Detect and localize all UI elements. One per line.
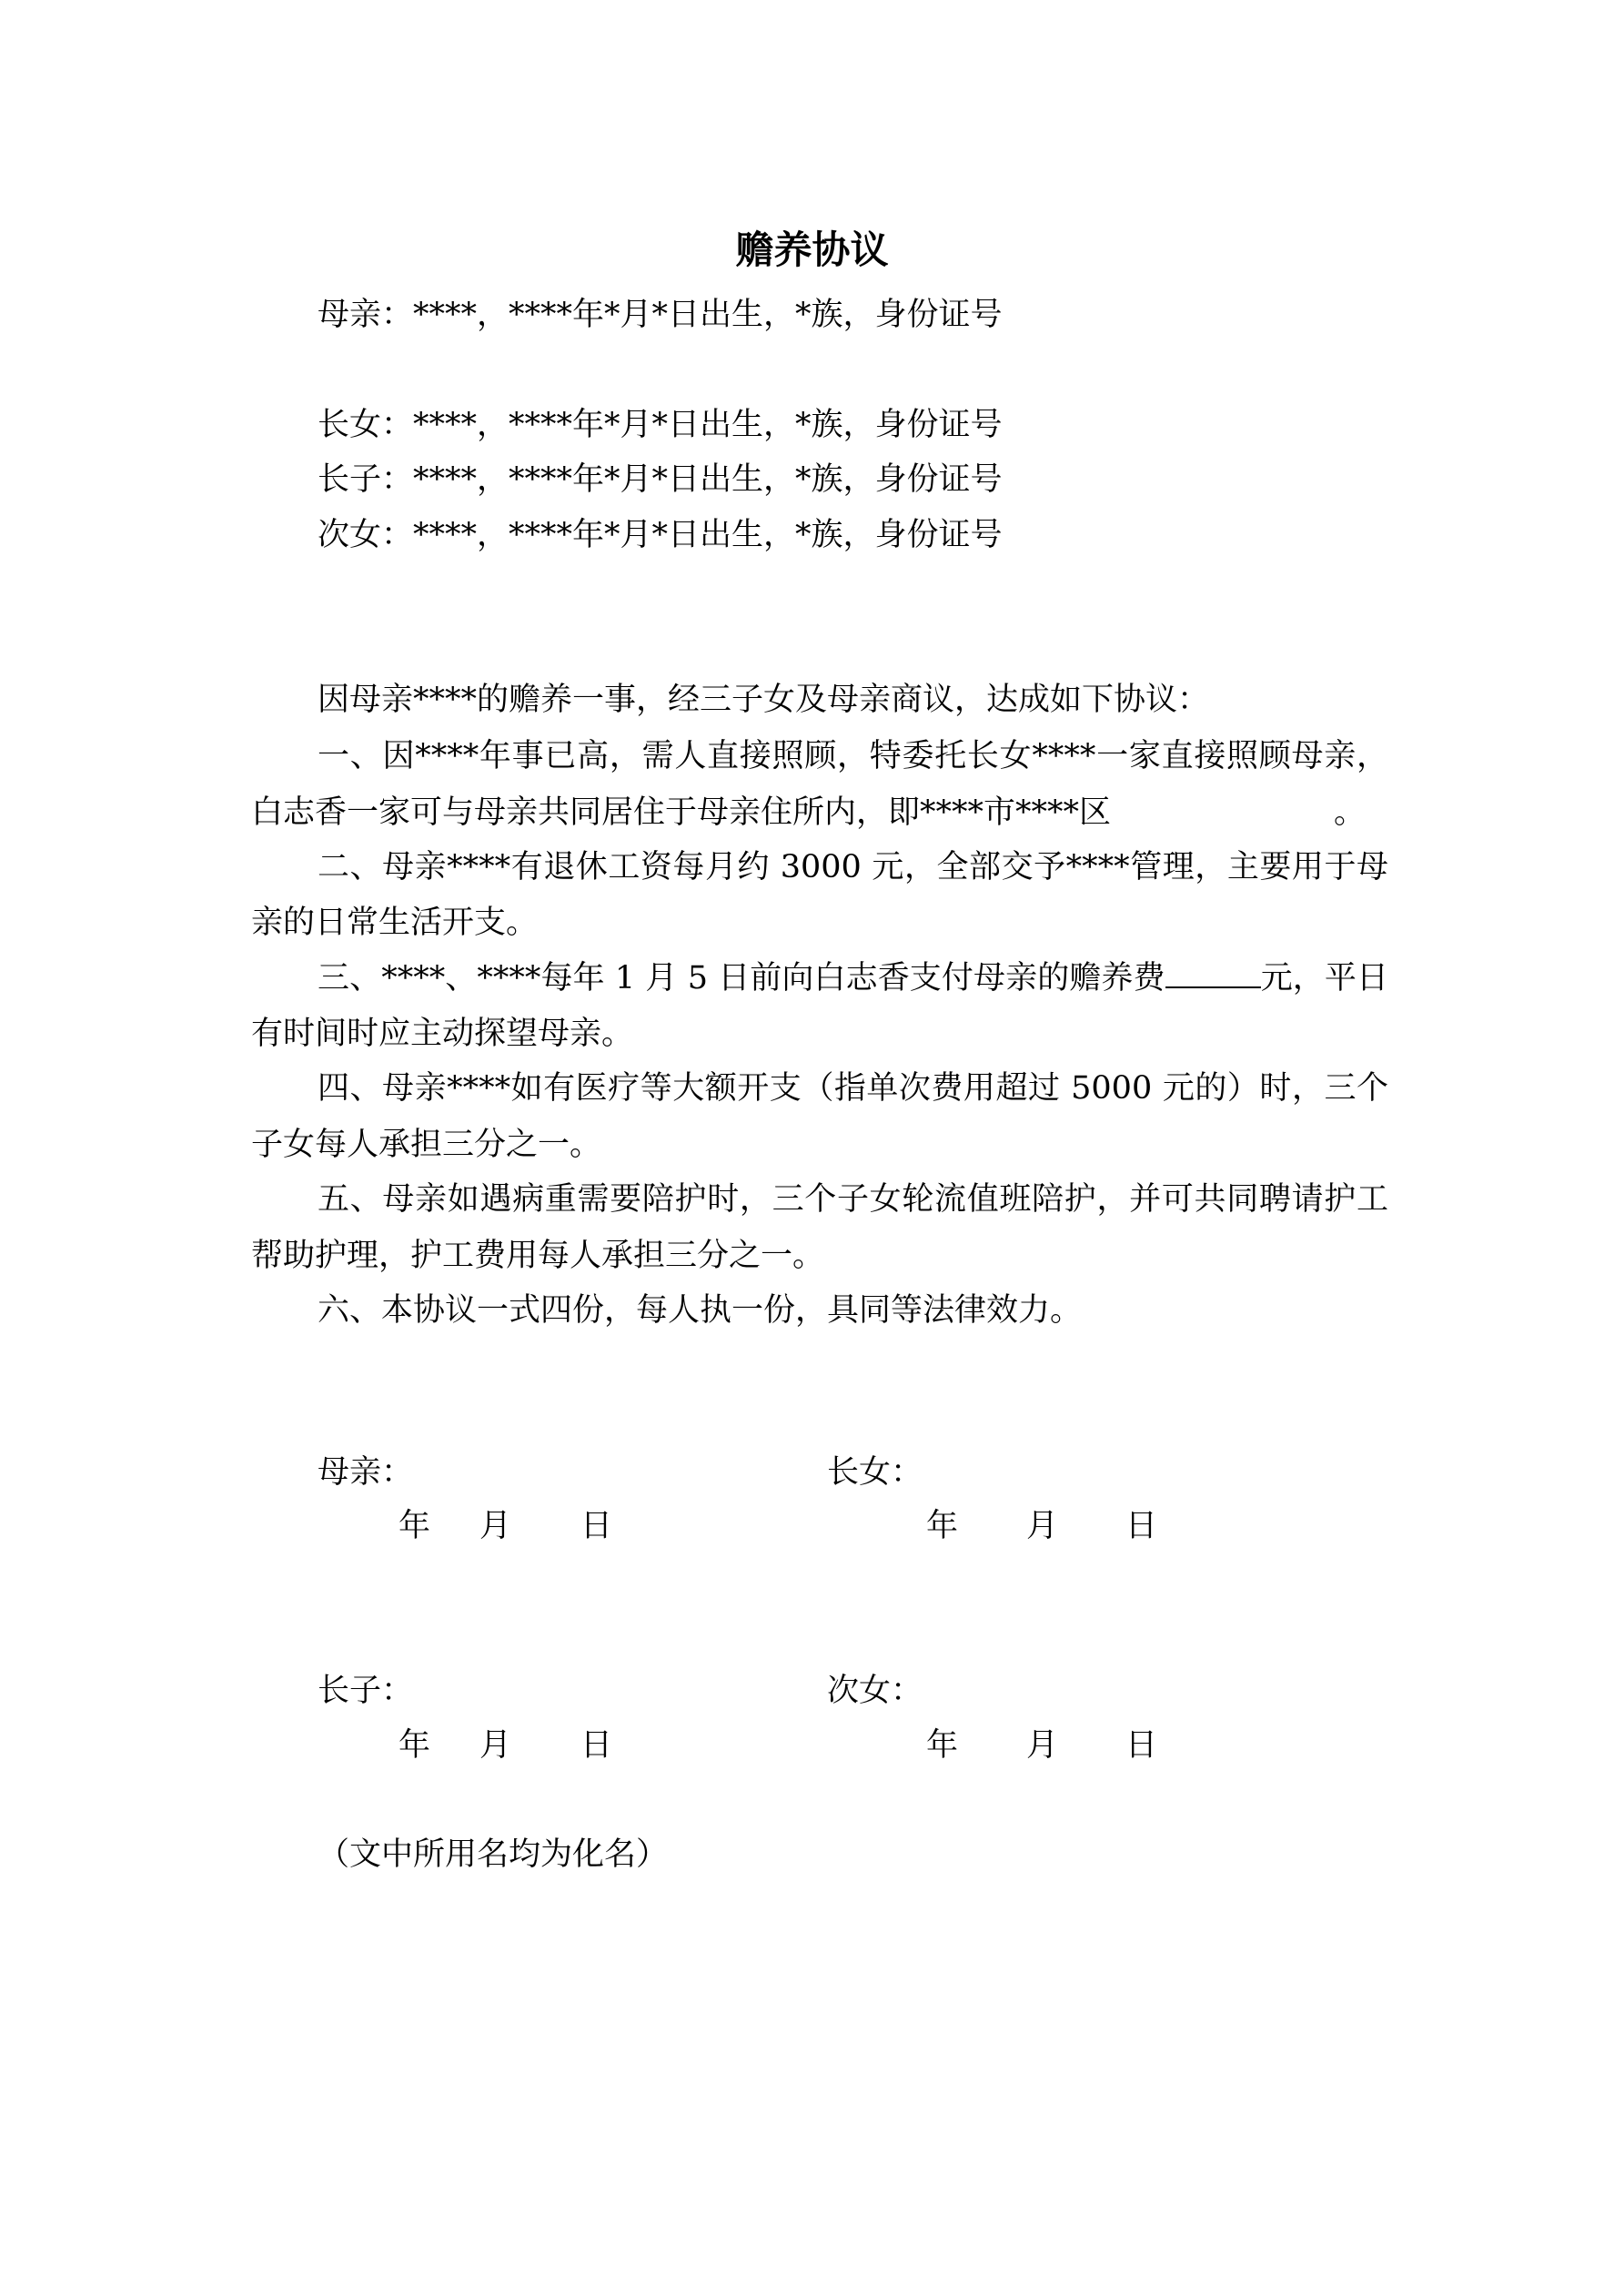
date-month: 月 [479,1727,512,1764]
date-day: 日 [1125,1508,1158,1544]
party-mother: 母亲：****，****年*月*日出生，*族，身份证号 [318,297,1003,333]
clause-1-line-1: 一、因****年事已高，需人直接照顾，特委托长女****一家直接照顾母亲， [318,738,1388,774]
clause-2-line-2: 亲的日常生活开支。 [251,905,539,941]
signature-mother-label: 母亲： [318,1454,414,1491]
clause-6: 六、本协议一式四份，每人执一份，具同等法律效力。 [318,1292,1083,1329]
date-day: 日 [580,1727,613,1764]
date-year: 年 [398,1727,431,1764]
clause-1-end: 。 [1334,794,1367,831]
date-month: 月 [1026,1508,1059,1544]
date-year: 年 [398,1508,431,1544]
signature-second-daughter-label: 次女： [827,1673,923,1709]
clause-3-line-2: 有时间时应主动探望母亲。 [251,1016,634,1052]
clause-1-line-2 [251,794,1388,831]
signature-eldest-son-label: 长子： [318,1673,414,1709]
clause-1-text: 白志香一家可与母亲共同居住于母亲住所内，即****市****区 [251,794,1112,831]
clause-4-line-2: 子女每人承担三分之一。 [251,1127,602,1163]
pseudonym-note: （文中所用名均为化名） [318,1836,669,1873]
clause-3-text-a: 三、****、****每年 1 月 5 日前向白志香支付母亲的赡养费 [318,960,1165,996]
intro-paragraph: 因母亲****的赡养一事，经三子女及母亲商议，达成如下协议： [318,682,1210,718]
date-month: 月 [1026,1727,1059,1764]
party-eldest-daughter: 长女：****，****年*月*日出生，*族，身份证号 [318,407,1003,443]
clause-3-line-1 [251,959,1388,996]
document-title: 赡养协议 [735,228,889,272]
clause-5-line-2: 帮助护理，护工费用每人承担三分之一。 [251,1238,825,1274]
date-day: 日 [1125,1727,1158,1764]
clause-5-line-1: 五、母亲如遇病重需要陪护时，三个子女轮流值班陪护，并可共同聘请护工 [318,1181,1388,1218]
date-day: 日 [580,1508,613,1544]
party-eldest-son: 长子：****，****年*月*日出生，*族，身份证号 [318,461,1003,498]
signature-eldest-daughter-label: 长女： [827,1454,923,1491]
date-year: 年 [926,1727,959,1764]
fee-blank-field [1165,959,1261,988]
clause-2-line-1: 二、母亲****有退休工资每月约 3000 元，全部交予****管理，主要用于母 [318,849,1388,885]
clause-3-text-b: 元，平日 [1260,960,1388,996]
date-year: 年 [926,1508,959,1544]
party-second-daughter: 次女：****，****年*月*日出生，*族，身份证号 [318,517,1003,553]
clause-4-line-1: 四、母亲****如有医疗等大额开支（指单次费用超过 5000 元的）时，三个 [318,1070,1388,1107]
date-month: 月 [479,1508,512,1544]
